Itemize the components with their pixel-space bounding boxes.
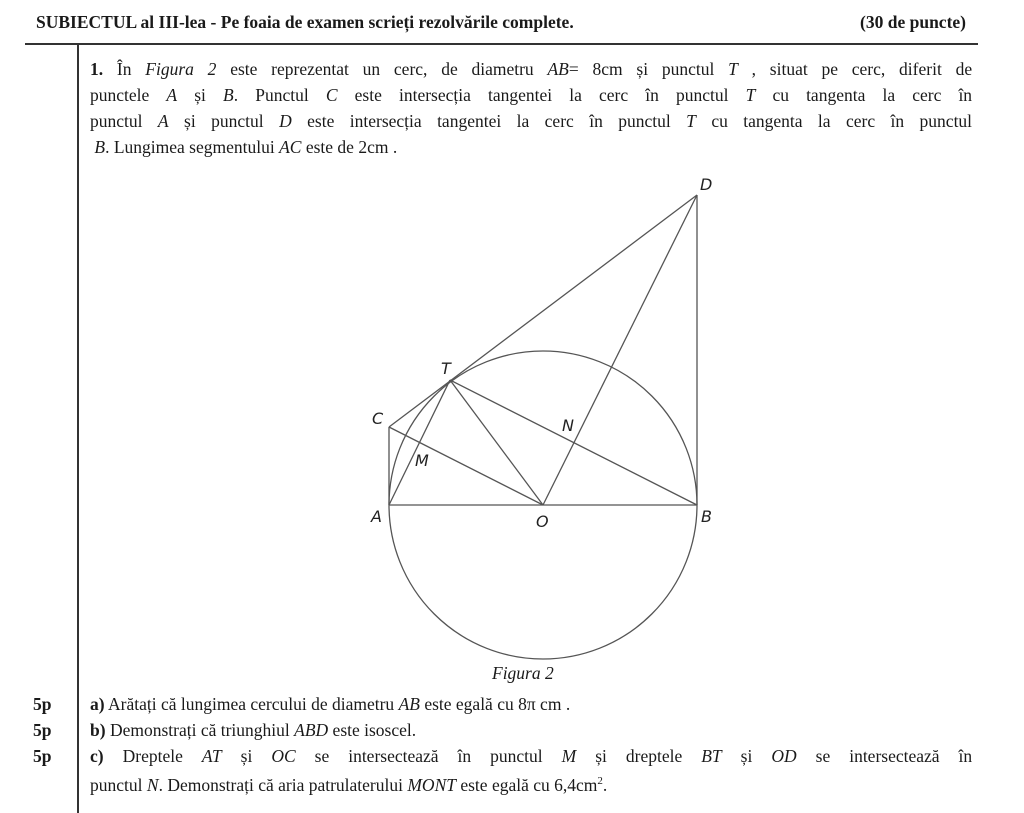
math-var: T xyxy=(728,59,738,79)
question-c-line-2 xyxy=(90,775,607,796)
math-var: OD xyxy=(771,746,797,766)
label-N: N xyxy=(562,416,574,435)
text: punctele xyxy=(90,85,150,105)
text: și dreptele xyxy=(595,746,683,766)
text: . Demonstrați că aria patrulaterului xyxy=(158,775,403,795)
text: . xyxy=(565,694,571,714)
problem-number: 1. xyxy=(90,59,104,79)
math-var: M xyxy=(561,746,577,766)
math-var: BT xyxy=(701,746,722,766)
text: este reprezentat un cerc, de diametru xyxy=(230,59,534,79)
horizontal-divider xyxy=(25,43,978,45)
math-var: A xyxy=(157,111,169,131)
points-b: 5p xyxy=(33,720,52,740)
label-C: C xyxy=(372,409,384,428)
text: . Punctul xyxy=(233,85,309,105)
text: și xyxy=(740,746,753,766)
points-column-divider xyxy=(77,44,79,813)
label-D: D xyxy=(700,175,713,194)
points-a: 5p xyxy=(33,694,52,714)
segment-OD xyxy=(543,195,697,505)
text: . xyxy=(602,775,608,795)
figure-caption: Figura 2 xyxy=(492,663,554,683)
text: Dreptele xyxy=(122,746,183,766)
statement-line-1 xyxy=(90,56,972,82)
text: = 8cm xyxy=(568,59,623,79)
text: punctul xyxy=(90,775,143,795)
text: Demonstrați că triunghiul xyxy=(109,720,290,740)
text: este intersecția tangentei la cerc în punctul xyxy=(307,111,671,131)
question-letter: b) xyxy=(90,720,106,740)
text: punctul xyxy=(90,111,143,131)
points-c: 5p xyxy=(33,746,52,766)
text: se intersectează în punctul xyxy=(314,746,543,766)
statement-line-2 xyxy=(90,82,972,108)
math-var: MONT xyxy=(407,775,456,795)
text: În xyxy=(116,59,132,79)
label-O: O xyxy=(536,512,549,531)
superscript: 2 xyxy=(597,775,603,787)
tangent-CD xyxy=(389,195,697,427)
section-title: SUBIECTUL al III-lea - Pe foaia de examen scrieți rezolvările complete. xyxy=(36,12,574,32)
question-b xyxy=(90,720,416,741)
segment-OC xyxy=(389,427,543,505)
math-var: A xyxy=(166,85,178,105)
label-B: B xyxy=(701,507,712,526)
math-var: C xyxy=(325,85,338,105)
question-c-line-1 xyxy=(90,746,972,767)
text: cu tangenta la cerc în xyxy=(772,85,973,105)
label-M: M xyxy=(415,451,429,470)
math-var: AT xyxy=(201,746,222,766)
text: este egală cu xyxy=(460,775,550,795)
text: este intersecția tangentei la cerc în punctul xyxy=(354,85,729,105)
math-var: ABD xyxy=(294,720,329,740)
math-var: T xyxy=(745,85,756,105)
label-T: T xyxy=(441,359,451,378)
text: . xyxy=(392,137,398,157)
text: și xyxy=(194,85,206,105)
text: cu tangenta la cerc în punctul xyxy=(711,111,973,131)
text: . Lungimea segmentului xyxy=(105,137,275,157)
math-var: OC xyxy=(271,746,296,766)
text: Arătați că lungimea cercului de diametru xyxy=(108,694,395,714)
section-header xyxy=(36,12,966,36)
math-expr: 6,4cm xyxy=(554,775,598,795)
text: și punctul xyxy=(184,111,264,131)
text: este isoscel. xyxy=(332,720,417,740)
figure-ref: Figura 2 xyxy=(145,59,217,79)
problem-statement xyxy=(90,56,972,160)
text: și punctul xyxy=(636,59,715,79)
math-var: AB xyxy=(547,59,569,79)
question-letter: a) xyxy=(90,694,105,714)
section-points: (30 de puncte) xyxy=(860,12,966,32)
text: , situat pe cerc, diferit de xyxy=(751,59,973,79)
statement-line-4 xyxy=(90,134,972,160)
geometry-figure xyxy=(340,165,740,665)
text: se intersectează în xyxy=(815,746,973,766)
text: și xyxy=(240,746,253,766)
math-var: D xyxy=(279,111,292,131)
math-var: AC xyxy=(279,137,302,157)
math-var: B xyxy=(94,137,106,157)
text: este egală cu xyxy=(424,694,514,714)
statement-line-3 xyxy=(90,108,972,134)
question-letter: c) xyxy=(90,746,104,766)
math-expr: 8π cm xyxy=(518,694,562,714)
math-var: T xyxy=(686,111,696,131)
math-var: AB xyxy=(398,694,420,714)
math-var: N xyxy=(146,775,159,795)
math-var: B xyxy=(223,85,234,105)
question-a xyxy=(90,694,570,715)
text: 2cm xyxy=(358,137,389,157)
label-A: A xyxy=(371,507,382,526)
text: este de xyxy=(305,137,354,157)
segment-OT xyxy=(450,380,543,505)
